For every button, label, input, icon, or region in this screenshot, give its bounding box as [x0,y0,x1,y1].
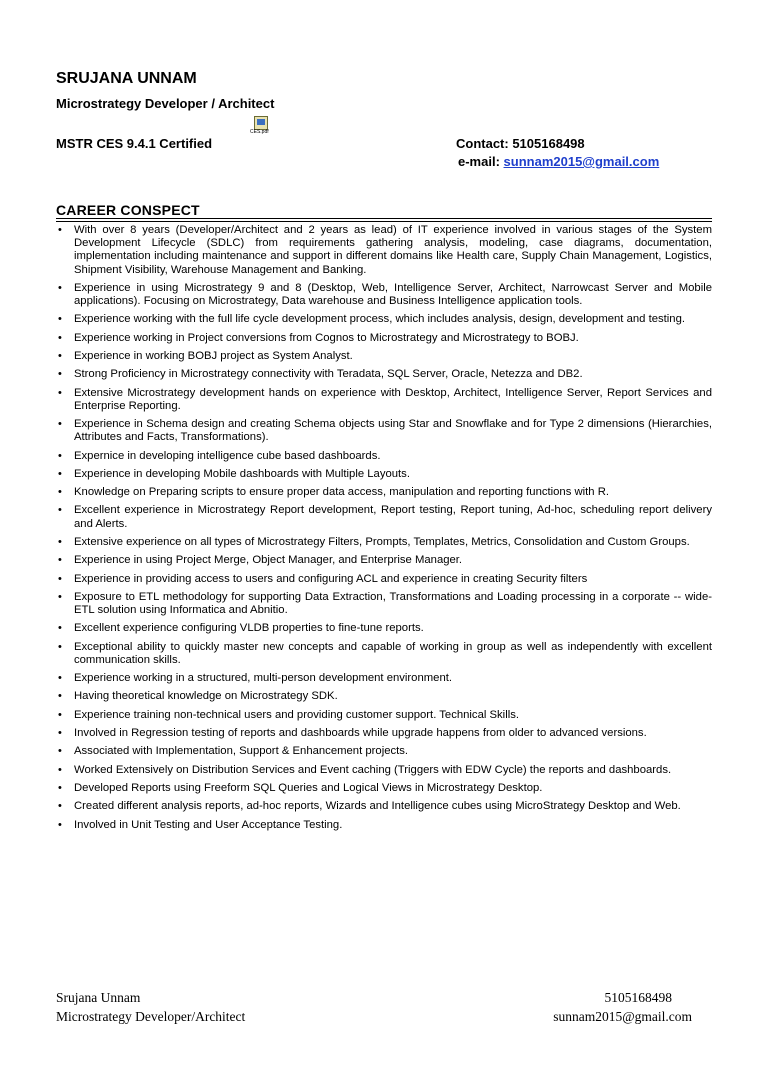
list-item: • Experience in providing access to users and configuring ACL and experience in creating Security filters [56,573,712,586]
list-item: • Created different analysis reports, ad-hoc reports, Wizards and Intelligence cubes using MicroStrategy Desktop and Web. [56,800,712,813]
list-item: • Strong Proficiency in Microstrategy connectivity with Teradata, SQL Server, Oracle, Netezza and DB2. [56,368,712,381]
list-item: • Exceptional ability to quickly master new concepts and capable of working in group as well as independently with excellent communication skills. [56,641,712,667]
list-item: • Experience working in Project conversions from Cognos to Microstrategy and Microstrategy to BOBJ. [56,332,712,345]
section-divider-secondary [56,221,712,222]
list-item: • Involved in Regression testing of reports and dashboards while upgrade happens from older to advanced versions. [56,727,712,740]
list-item: • Excellent experience configuring VLDB properties to fine-tune reports. [56,622,712,635]
certification: MSTR CES 9.4.1 Certified [56,136,213,151]
document-glyph [254,116,268,130]
list-item: • Excellent experience in Microstrategy Report development, Report testing, Report tuning, Ad-hoc, scheduling report delivery and Alerts. [56,504,712,530]
list-item: • Involved in Unit Testing and User Acceptance Testing. [56,819,712,832]
list-item: • Experience in Schema design and creating Schema objects using Star and Snowflake and for Type 2 dimensions (Hierarchies, Attributes and Facts, Transformations). [56,418,712,444]
career-bullet-list [56,224,712,837]
list-item: • Experience in working BOBJ project as System Analyst. [56,350,712,363]
footer-name: Srujana Unnam [56,990,141,1005]
list-item: • Having theoretical knowledge on Microstrategy SDK. [56,690,712,703]
list-item: • Experience working with the full life cycle development process, which includes analysis, design, development and testing. [56,313,712,326]
section-heading: CAREER CONSPECT [56,202,200,218]
list-item: • Experience working in a structured, multi-person development environment. [56,672,712,685]
section-divider [56,218,712,219]
contact-email [458,154,659,169]
list-item: • Worked Extensively on Distribution Services and Event caching (Triggers with EDW Cycle) the reports and dashboards. [56,764,712,777]
candidate-name: SRUJANA UNNAM [56,70,197,87]
contact-phone: Contact: 5105168498 [456,136,585,151]
list-item: • Developed Reports using Freeform SQL Queries and Logical Views in Microstrategy Desktop. [56,782,712,795]
attachment-caption: CES.pdf [250,129,269,135]
footer-right [520,988,720,1026]
footer-email: sunnam2015@gmail.com [553,1009,692,1024]
job-title: Microstrategy Developer / Architect [56,96,275,111]
email-link[interactable]: sunnam2015@gmail.com [503,154,660,169]
footer-title: Microstrategy Developer/Architect [56,1009,246,1024]
list-item: • Experience in using Microstrategy 9 and 8 (Desktop, Web, Intelligence Server, Architect, Narrowcast Server and Mobile applications). Focusing on Microstrategy, Data warehouse and Business Intelligence application tools. [56,282,712,308]
list-item: • Knowledge on Preparing scripts to ensure proper data access, manipulation and reporting functions with R. [56,486,712,499]
list-item: • Experience in developing Mobile dashboards with Multiple Layouts. [56,468,712,481]
list-item: • Experience in using Project Merge, Object Manager, and Enterprise Manager. [56,554,712,567]
list-item: • Expernice in developing intelligence cube based dashboards. [56,450,712,463]
list-item: • Extensive experience on all types of Microstrategy Filters, Prompts, Templates, Metrics, Consolidation and Custom Groups. [56,536,712,549]
list-item: • Extensive Microstrategy development hands on experience with Desktop, Architect, Intelligence Server, Report Services and Enterprise Reporting. [56,387,712,413]
list-item: • Associated with Implementation, Support & Enhancement projects. [56,745,712,758]
email-label: e-mail: [458,154,500,169]
list-item: • Experience training non-technical users and providing customer support. Technical Skills. [56,709,712,722]
attached-document-icon[interactable] [250,116,272,136]
list-item: • Exposure to ETL methodology for supporting Data Extraction, Transformations and Loading processing in a corporate -- wide-ETL solution using Informatica and Abnitio. [56,591,712,617]
footer-phone: 5105168498 [604,990,672,1005]
footer-left [56,988,245,1026]
list-item: • With over 8 years (Developer/Architect and 2 years as lead) of IT experience involved in various stages of the System Development Lifecycle (SDLC) from requirements gathering analysis, modeling, case diagrams, documentation, implementation including maintenance and support in different domains like Health care, Supply Chain Management, Logistics, Shipment Visibility, Warehouse Management and Banking. [56,224,712,277]
